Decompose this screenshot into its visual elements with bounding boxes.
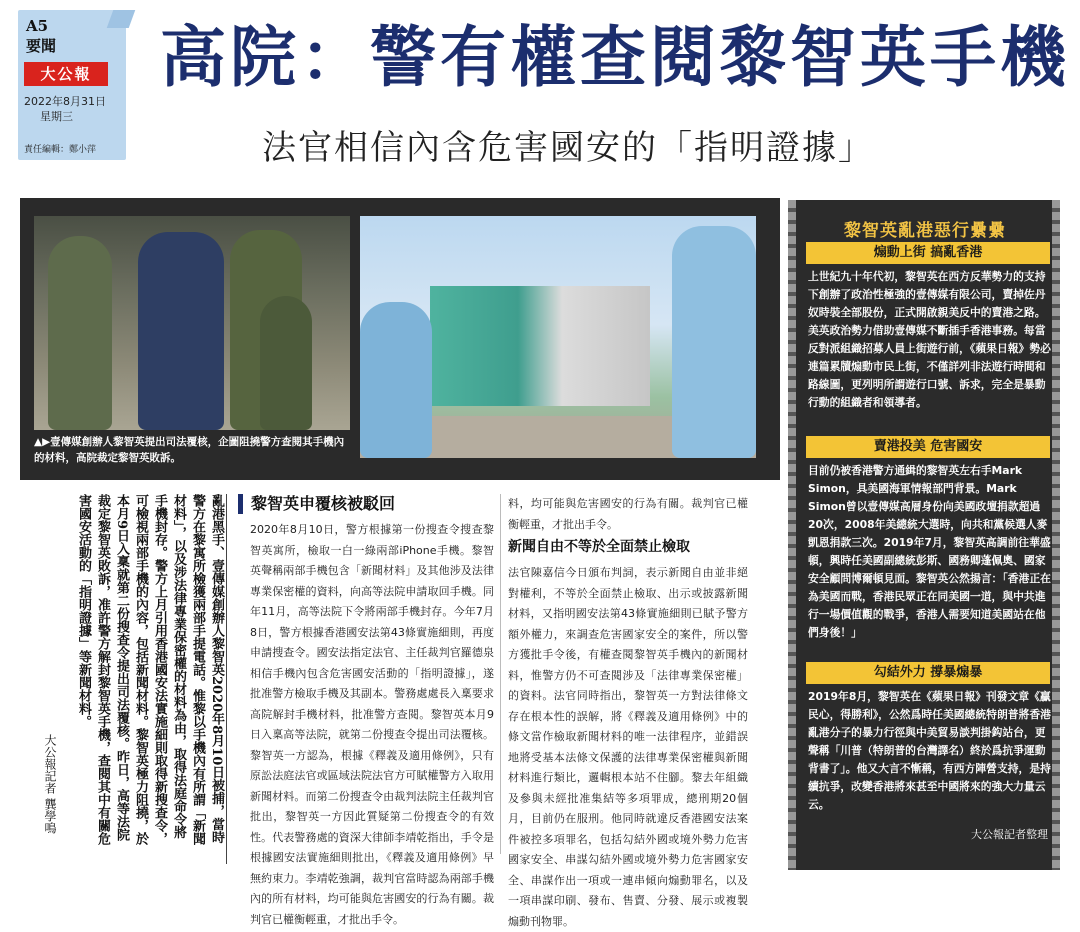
- page-subheadline: 法官相信內含危害國安的「指明證據」: [262, 128, 874, 168]
- newspaper-logo: 大公報: [24, 62, 108, 86]
- article-column-1: 2020年8月10日，警方根據第一份搜查令搜查黎智英寓所，檢取一白一綠兩部iPhone手機。黎智英聲稱兩部手機包含「新聞材料」及其他涉及法律專業保密權的資料，向高等法院申請取回手機。同年11月，高等法院下令將兩部手機封存。今年7月8日，警方根據香港國安法第43條實施細則，再度申請搜查令。國安法指定法官、主任裁判官羅德泉相信手機內包含危害國安活動的「指明證據」，遂批准警方檢取手機及其副本。警務處處長入稟要求高院解封手機材料，批准警方查閱。黎智英本月9日入稟高等法院，就第二份搜查令提出司法覆核。黎智英一方認為，根據《釋義及適用條例》，只有原訟法庭法官或區域法院法官方可賦權警方入取用新聞材料。而第二份搜查令由裁判法院主任裁判官批出，黎智英一方因此質疑第二份搜查令的有效性。代表警務處的資深大律師李靖乾指出，手令是根據國安法實施細則批出，《釋義及適用條例》早無約束力。李靖乾強調，裁判官當時認為兩部手機內的所有材料，均可能與危害國安的行為有關。裁判官已權衡輕重，才批出手令。: [250, 523, 494, 926]
- tag-fold-decoration: [107, 10, 136, 28]
- police-figure-right: [672, 226, 756, 458]
- column-rule: [500, 494, 501, 854]
- sidebar-heading-2: 賣港投美 危害國安: [806, 436, 1050, 458]
- weekday-text: 星期三: [40, 110, 73, 123]
- issue-date: [24, 94, 106, 124]
- officer-figure-back: [260, 296, 312, 430]
- suspect-figure: [138, 232, 224, 430]
- column-2-lead: 料，均可能與危害國安的行為有關。裁判官已權衡輕重，才批出手令。: [508, 497, 748, 531]
- police-figure-left: [360, 302, 432, 458]
- sidebar-credit: 大公報記者整理: [971, 828, 1048, 841]
- building-shape: [430, 286, 650, 406]
- chain-decoration-right: [1052, 200, 1060, 870]
- photo-caption: ▲▶壹傳媒創辦人黎智英提出司法覆核，企圖阻撓警方查閱其手機內的材料，高院裁定黎智英敗訴。: [34, 436, 345, 464]
- section-name: 要聞: [26, 37, 57, 55]
- section-number: A5: [26, 17, 49, 35]
- page-section-tag: [18, 10, 126, 160]
- chain-decoration-left: [788, 200, 796, 870]
- section-label: [26, 16, 56, 56]
- column-2-body: 法官陳嘉信今日頒布判詞，表示新聞自由並非絕對權利，不等於全面禁止檢取、出示或披露新聞材料，又指明國安法第43條實施細則已賦予警方額外權力，來調查危害國家安全的案件，所以警方獲批手令後，有權查閱黎智英手機內的新聞材料，惟警方仍不可查閱涉及「法律專業保密權」的資料。法官同時指出，黎智英一方對法律條文存在根本性的誤解，將《釋義及適用條例》中的條文當作檢取新聞材料的唯一法律程序，並錯誤地將受基本法條文保護的法律專業保密權與新聞材料進行類比，邏輯根本站不住腳。黎去年組織及參與未經批准集結等多項罪成，總刑期20個月，目前仍在服刑。他同時就違反香港國安法案件被控多項罪名，包括勾結外國或境外勢力危害國家安全、串謀勾結外國或境外勢力危害國家安全、串謀作出一項或一連串傾向煽動罪名，以及一項串謀印刷、發布、售賣、分發、展示或複製煽動刊物罪。: [508, 566, 748, 928]
- sidebar-body-2: 目前仍被香港警方通緝的黎智英左右手Mark Simon，具美國海軍情報部門背景。Mark Simon曾以壹傳媒高層身份向美國政壇捐款超過20次，2008年美總統大選時，向共和黨候選人麥凱恩捐款三次。2019年7月，黎智英高調前往華盛頓，興時任美國副總統彭斯、國務卿蓬佩奧、國家安全顧問博爾頓見面。黎智英公然揚言：「香港正在為美國而戰，香港民眾正在同美國一道，與中共進行一場價值觀的戰爭，香港人需要知道美國站在他們身後！」: [808, 464, 1051, 639]
- photo-escort: [34, 216, 350, 430]
- article-title: 黎智英申覆核被駁回: [238, 494, 395, 514]
- vertical-lead-text: 亂港黑手、壹傳媒創辦人黎智英2020年8月10日被捕，當時警方在黎寓所檢獲兩部手提電話。惟黎以手機內有所謂「新聞材料」，以及涉法律專業保密權的材料為由，取得法庭命令將手機封存。警方上月引用香港國安法實施細則取得新搜查令，可檢視兩部手機的內容，包括新聞材料。黎智英極力阻撓，於本月9日入稟就第二份搜查令提出司法覆核。昨日，高等法院裁定黎智英敗訴，准許警方解封黎智英手機，查閱其中有關危害國安活動的「指明證據」等新聞材料。: [76, 494, 224, 845]
- vertical-credit: 大公報記者 龔學鳴: [43, 734, 57, 834]
- sidebar-body-1: 上世紀九十年代初，黎智英在西方反華勢力的支持下創辦了政治性極強的壹傳媒有限公司，賣掉佐丹奴時裝全部股份，正式開啟親美反中的賣港之路。美英政治勢力借助壹傳媒不斷插手香港事務。每當反對派組織招募人員上街遊行前，《蘋果日報》勢必連篇累牘煽動市民上街，不僅詳列非法遊行時間和路線圖，更列明所謂遊行口號、訴求，完全是暴動行動的組織者和領導者。: [808, 270, 1051, 409]
- sidebar-heading-3: 勾結外力 撐暴煽暴: [806, 662, 1050, 684]
- column-divider: [226, 494, 227, 864]
- page-headline: 高院：警有權查閱黎智英手機: [160, 19, 1070, 96]
- officer-figure-left: [48, 236, 112, 430]
- sidebar-body-3: 2019年8月，黎智英在《蘋果日報》刊發文章《贏民心，得勝利》，公然爲時任美國總統特朗普將香港亂港分子的暴力行徑與中美貿易談判掛鈎站台，更聲稱「川普（特朗普的台灣譯名）終於爲抗爭運動背書了」。他又大言不慚稱，有西方陣營支持，是持續抗爭，改變香港將來甚至中國將來的強大力量云云。: [808, 690, 1051, 811]
- date-text: 2022年8月31日: [24, 95, 106, 108]
- sidebar-title: 黎智英亂港惡行纍纍: [844, 221, 1006, 241]
- article-column-2: [508, 494, 748, 928]
- article-subheading: 新聞自由不等於全面禁止檢取: [508, 539, 690, 555]
- photo-building: [360, 216, 756, 458]
- editor-credit: 責任編輯：鄭小萍: [24, 145, 97, 155]
- sidebar-heading-1: 煽動上街 搞亂香港: [806, 242, 1050, 264]
